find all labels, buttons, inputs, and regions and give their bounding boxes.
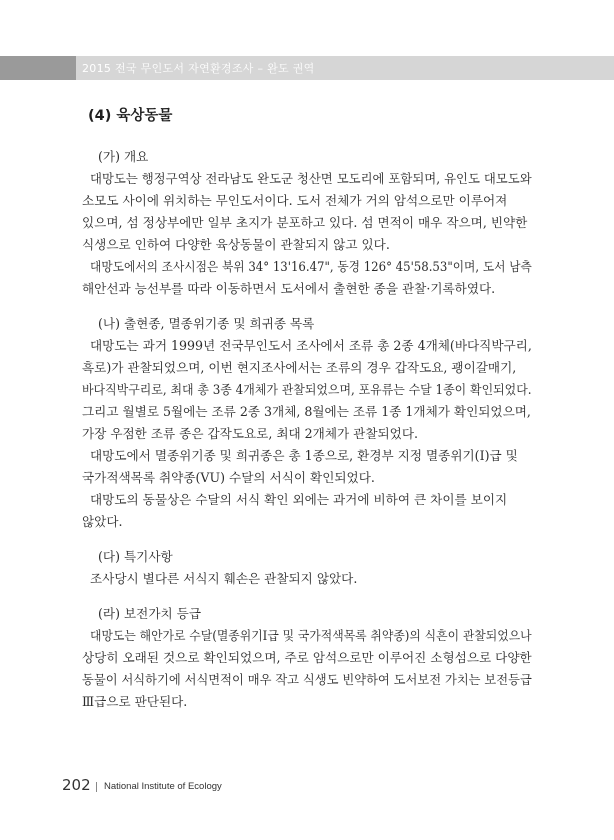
paragraph-line: 대망도는 해안가로 수달(멸종위기Ⅰ급 및 국가적색목록 취약종)의 식흔이 관찰되었으나 [90,628,532,643]
footer-institution: National Institute of Ecology [104,781,222,792]
paragraph-line: 그리고 월별로 5월에는 조류 2종 3개체, 8월에는 조류 1종 1개체가 확인되었으며, [82,404,531,419]
subsection-heading-notes: (다) 특기사항 [98,549,173,564]
paragraph-line: 가장 우점한 조류 종은 갑작도요로, 최대 2개체가 관찰되었다. [82,426,419,441]
subsection-heading-overview: (가) 개요 [98,149,149,164]
paragraph-line: 흑로)가 관찰되었으며, 이번 현지조사에서는 조류의 경우 갑작도요, 괭이갈매기, [82,360,517,375]
paragraph-line: 소모도 사이에 위치하는 무인도서이다. 도서 전체가 거의 암석으로만 이루어져 [82,193,508,208]
page-number: 202 [62,776,91,794]
running-header-accent [0,56,76,80]
running-header-title: 2015 전국 무인도서 자연환경조사 – 완도 권역 [82,62,315,75]
paragraph-line: 대망도에서의 조사시점은 북위 34° 13'16.47", 동경 126° 45'58.53"이며, 도서 남측 [90,259,532,274]
paragraph-line: 상당히 오래된 것으로 확인되었으며, 주로 암석으로만 이루어진 소형섬으로 다양한 [82,650,532,665]
paragraph-line: 바다직박구리로, 최대 총 3종 4개체가 관찰되었으며, 포유류는 수달 1종이 확인되었다. [82,382,532,397]
paragraph-line: 동물이 서식하기에 서식면적이 매우 작고 식생도 빈약하여 도서보전 가치는 보전등급 [82,672,532,687]
subsection-heading-conservation: (라) 보전가치 등급 [98,606,201,621]
paragraph-line: 않았다. [82,514,123,529]
paragraph-line: 식생으로 인하여 다양한 육상동물이 관찰되지 않고 있다. [82,237,390,252]
footer-divider [96,782,97,792]
paragraph-line: 조사당시 별다른 서식지 훼손은 관찰되지 않았다. [90,571,358,586]
paragraph-line: 대망도는 행정구역상 전라남도 완도군 청산면 모도리에 포함되며, 유인도 대모도와 [90,171,532,186]
paragraph-line: 대망도의 동물상은 수달의 서식 확인 외에는 과거에 비하여 큰 차이를 보이지 [90,492,508,507]
section-title: (4) 육상동물 [88,108,173,124]
paragraph-line: 있으며, 섬 정상부에만 일부 초지가 분포하고 있다. 섬 면적이 매우 작으며, 빈약한 [82,215,528,230]
paragraph-line: Ⅲ급으로 판단된다. [82,694,188,709]
paragraph-line: 국가적색목록 취약종(VU) 수달의 서식이 확인되었다. [82,470,375,485]
paragraph-line: 해안선과 능선부를 따라 이동하면서 도서에서 출현한 종을 관찰·기록하였다. [82,281,496,296]
paragraph-line: 대망도는 과거 1999년 전국무인도서 조사에서 조류 총 2종 4개체(바다직박구리, [90,338,532,353]
paragraph-line: 대망도에서 멸종위기종 및 희귀종은 총 1종으로, 환경부 지정 멸종위기(Ⅰ)급 및 [90,448,518,463]
subsection-heading-species: (나) 출현종, 멸종위기종 및 희귀종 목록 [98,316,315,331]
